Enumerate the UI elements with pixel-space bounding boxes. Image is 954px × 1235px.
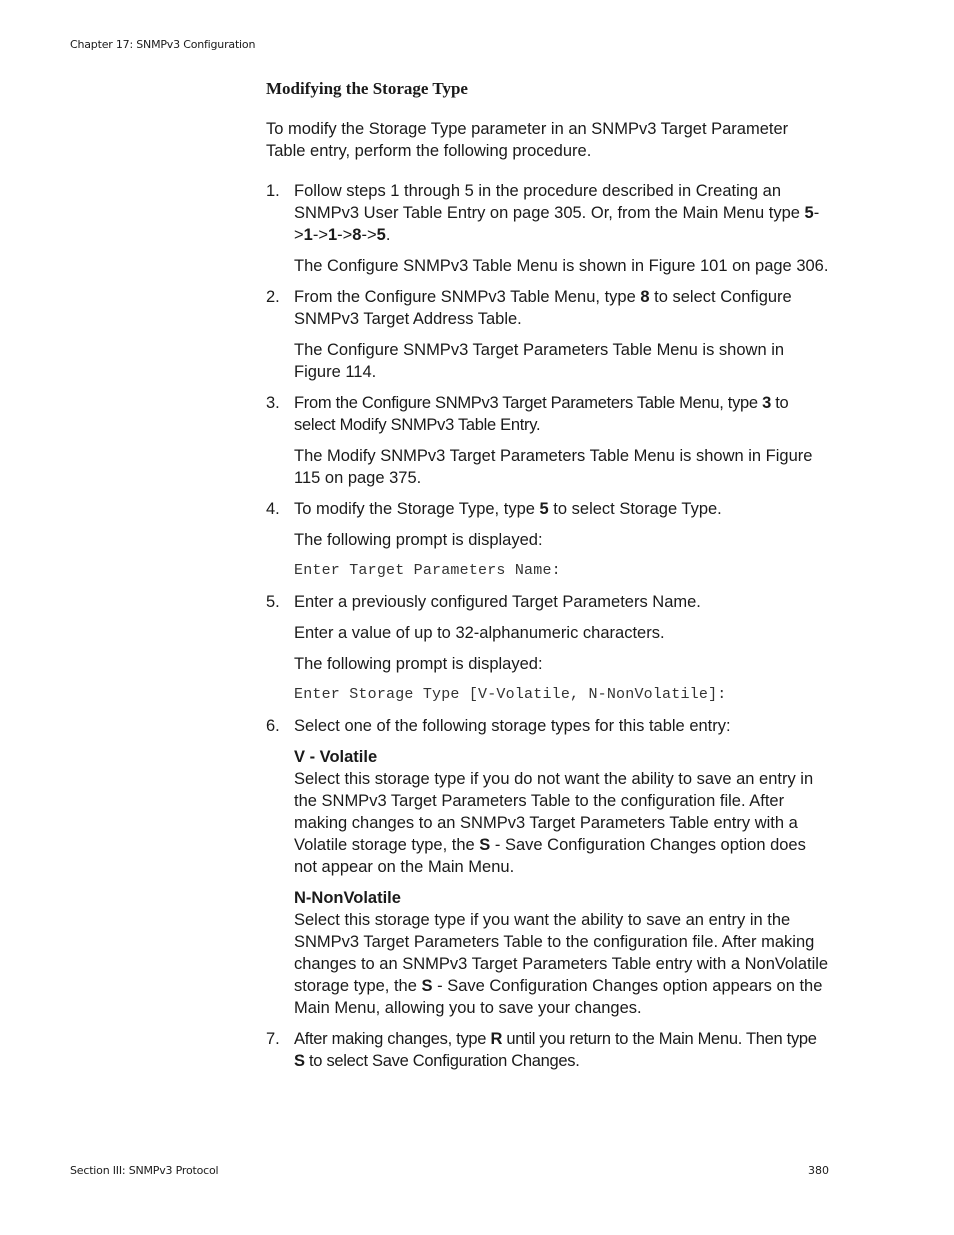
menu-key: 8: [640, 288, 650, 306]
step-number: 3.: [266, 394, 280, 412]
step-text: To modify the Storage Type, type 5 to select Storage Type.: [294, 500, 722, 518]
menu-key: 1: [327, 226, 338, 244]
step-note: The following prompt is displayed:: [294, 655, 543, 673]
menu-key: S: [421, 977, 433, 995]
step-text: Enter a previously configured Target Parameters Name.: [294, 593, 701, 611]
step-number: 2.: [266, 288, 280, 306]
option-title: V - Volatile: [294, 748, 378, 766]
step-text: From the Configure SNMPv3 Target Parameters Table Menu, type 3 to select Modify SNMPv3 Table Entry.: [294, 394, 789, 434]
console-prompt: Enter Storage Type [V-Volatile, N-NonVolatile]:: [294, 686, 727, 703]
step-text: From the Configure SNMPv3 Table Menu, type 8 to select Configure SNMPv3 Target Address Table.: [294, 288, 792, 328]
step-text: Select one of the following storage types for this table entry:: [294, 717, 731, 735]
menu-key: 5: [376, 226, 386, 244]
step-note: Enter a value of up to 32-alphanumeric characters.: [294, 624, 665, 642]
step-note: The Modify SNMPv3 Target Parameters Table Menu is shown in Figure 115 on page 375.: [294, 447, 813, 487]
procedure-step: [266, 392, 830, 489]
step-number: 6.: [266, 717, 280, 735]
step-note: The Configure SNMPv3 Target Parameters Table Menu is shown in Figure 114.: [294, 341, 785, 381]
menu-key: S: [294, 1052, 305, 1070]
procedure-step: [266, 1028, 830, 1072]
storage-option-nonvolatile: N-NonVolatile Select this storage type if you want the ability to save an entry in the SNMPv3 Target Parameters Table to the configuration file. After making changes to an SNMPv3 Target Parameters Table entry with a NonVolatile storage type, the S - Save Configuration Changes option appears on the Main Menu, allowing you to save your changes.: [294, 889, 829, 1017]
procedure-step: [266, 498, 830, 582]
console-prompt: Enter Target Parameters Name:: [294, 562, 561, 579]
menu-key: 3: [762, 394, 771, 412]
step-number: 7.: [266, 1030, 280, 1048]
menu-key: S: [479, 836, 491, 854]
step-text: Follow steps 1 through 5 in the procedure described in Creating an SNMPv3 User Table Entry on page 305. Or, from the Main Menu type 5->1->1->8->5.: [294, 182, 820, 244]
step-text: After making changes, type R until you return to the Main Menu. Then type S to select Save Configuration Changes.: [294, 1030, 817, 1070]
menu-key: 1: [303, 226, 313, 244]
section-heading: Modifying the Storage Type: [266, 79, 468, 98]
footer-section: Section III: SNMPv3 Protocol: [70, 1164, 219, 1177]
step-number: 1.: [266, 182, 280, 200]
document-body: [266, 78, 830, 1081]
menu-key: 5: [804, 204, 814, 222]
menu-key: 5: [539, 500, 549, 518]
procedure-step: [266, 715, 830, 1019]
page-number: 380: [808, 1164, 829, 1177]
step-note: The following prompt is displayed:: [294, 531, 543, 549]
step-number: 5.: [266, 593, 280, 611]
step-number: 4.: [266, 500, 280, 518]
step-note: The Configure SNMPv3 Table Menu is shown in Figure 101 on page 306.: [294, 257, 829, 275]
menu-key: 8: [352, 226, 362, 244]
procedure-step: [266, 286, 830, 383]
procedure-step: [266, 180, 830, 277]
menu-key: R: [490, 1030, 503, 1048]
running-header: Chapter 17: SNMPv3 Configuration: [70, 38, 256, 51]
option-title: N-NonVolatile: [294, 889, 401, 907]
storage-option-volatile: V - Volatile Select this storage type if you do not want the ability to save an entry in the SNMPv3 Target Parameters Table to the configuration file. After making changes to an SNMPv3 Target Parameters Table entry with a Volatile storage type, the S - Save Configuration Changes option does not appear on the Main Menu.: [294, 746, 830, 878]
procedure-step: [266, 591, 830, 706]
intro-paragraph: To modify the Storage Type parameter in an SNMPv3 Target Parameter Table entry, perform the following procedure.: [266, 120, 789, 160]
